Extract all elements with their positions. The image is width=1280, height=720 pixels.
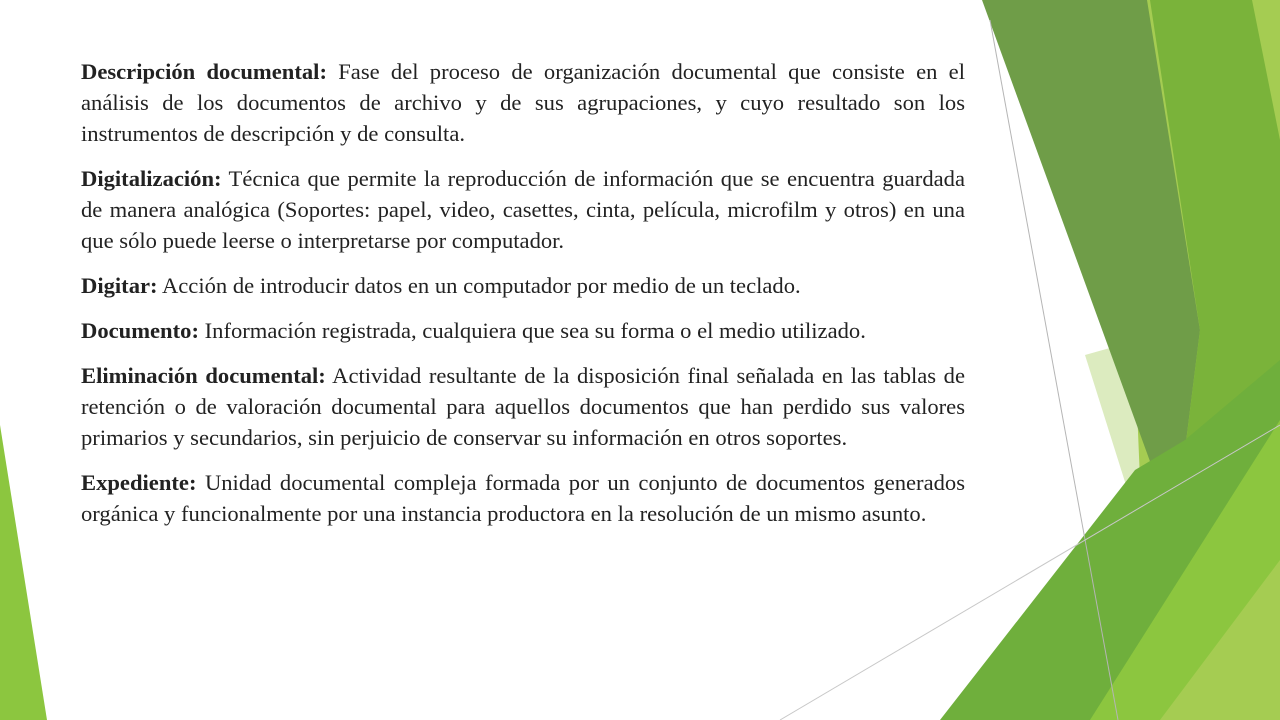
entry-documento <box>81 315 965 346</box>
entry-term: Digitalización: <box>81 166 222 191</box>
entry-definition: Unidad documental compleja formada por un conjunto de documentos generados orgánica y funcionalmente por una instancia productora en la resolución de un mismo asunto. <box>81 470 965 526</box>
entry-definition: Actividad resultante de la disposición final señalada en las tablas de retención o de valoración documental para aquellos documentos que han perdido sus valores primarios y secundarios, sin perjuicio de conservar su información en otros soportes. <box>81 363 965 450</box>
left-green-wedge <box>0 425 47 720</box>
entry-term: Eliminación documental: <box>81 363 326 388</box>
entry-digitalizacion <box>81 163 965 256</box>
definitions-list <box>81 56 965 543</box>
entry-eliminacion-documental <box>81 360 965 453</box>
entry-descripcion-documental <box>81 56 965 149</box>
entry-term: Documento: <box>81 318 199 343</box>
entry-expediente <box>81 467 965 529</box>
entry-definition: Fase del proceso de organización documental que consiste en el análisis de los documentos de archivo y de sus agrupaciones, y cuyo resultado son los instrumentos de descripción y de consulta. <box>81 59 965 146</box>
entry-digitar <box>81 270 965 301</box>
entry-term: Expediente: <box>81 470 197 495</box>
entry-definition: Técnica que permite la reproducción de información que se encuentra guardada de manera analógica (Soportes: papel, video, casettes, cinta, película, microfilm y otros) en una que sólo puede leerse o interpretarse por computador. <box>81 166 965 253</box>
entry-definition: Información registrada, cualquiera que sea su forma o el medio utilizado. <box>198 318 866 343</box>
entry-term: Descripción documental: <box>81 59 327 84</box>
entry-definition: Acción de introducir datos en un computador por medio de un teclado. <box>157 273 801 298</box>
entry-term: Digitar: <box>81 273 158 298</box>
